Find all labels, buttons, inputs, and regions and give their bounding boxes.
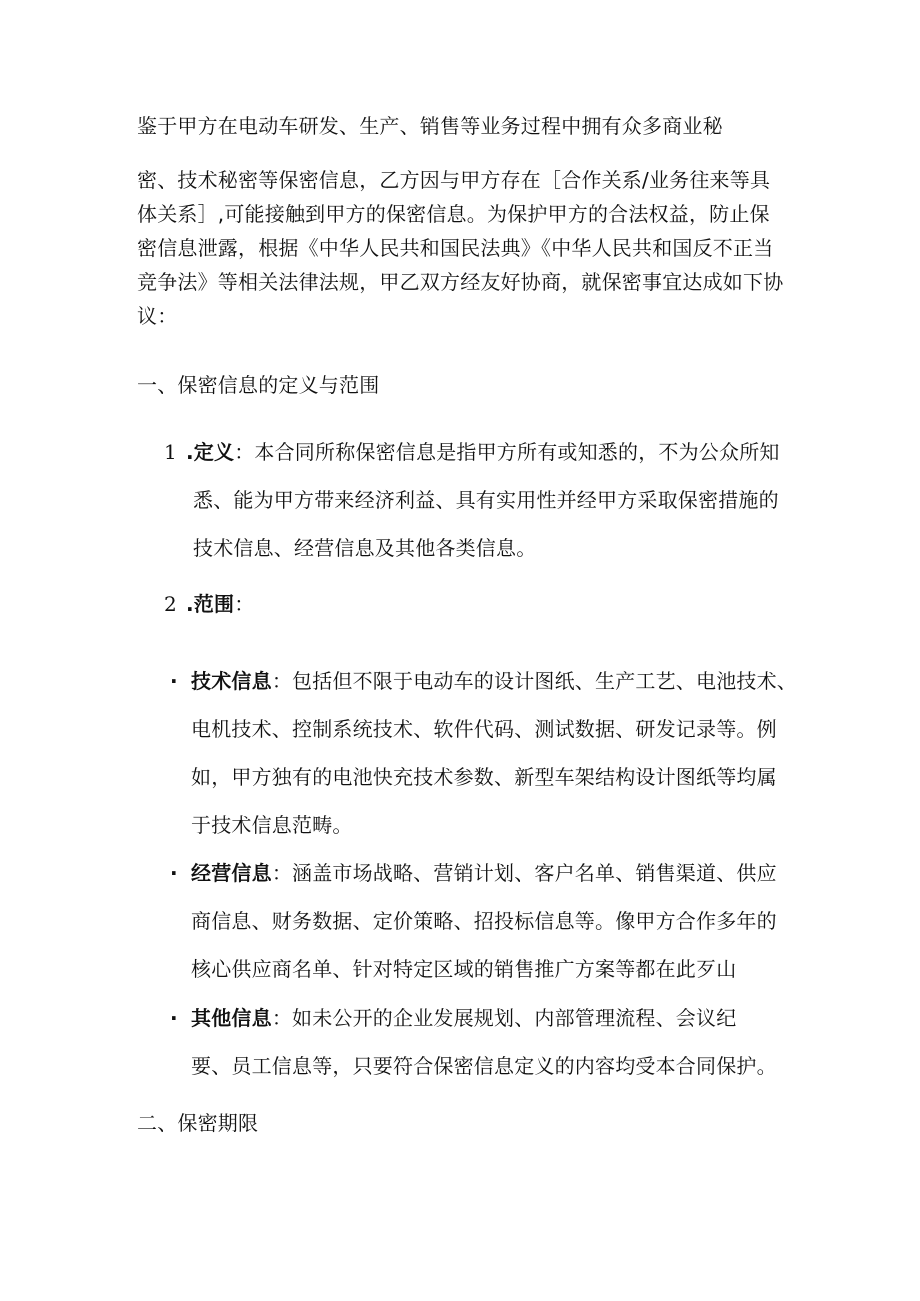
bullet-2-line-1: [191, 860, 777, 886]
bullet-2-label: 经营信息: [191, 861, 272, 885]
intro-line-2: 密、技术秘密等保密信息，乙方因与甲方存在［合作关系/业务往来等具: [137, 168, 771, 192]
bullet-2-text: ：涵盖市场战略、营销计划、客户名单、销售渠道、供应: [271, 861, 777, 885]
bullet-1-dot: ·: [170, 669, 178, 693]
intro-line-4: 密信息泄露，根据《中华人民共和国民法典》《中华人民共和国反不正当: [137, 236, 774, 260]
bullet-3-label: 其他信息: [191, 1006, 272, 1030]
item-1-line-3: 技术信息、经营信息及其他各类信息。: [193, 536, 537, 560]
item-1-line-2: 悉、能为甲方带来经济利益、具有实用性并经甲方采取保密措施的: [193, 488, 779, 512]
item-1-line-1: [186, 439, 780, 465]
bullet-3-text: ：如未公开的企业发展规划、内部管理流程、会议纪: [271, 1006, 737, 1030]
bullet-1-label: 技术信息: [191, 669, 272, 693]
item-2-text: ：: [234, 592, 255, 616]
bullet-3-line-2: 要、员工信息等，只要符合保密信息定义的内容均受本合同保护。: [191, 1054, 777, 1078]
bullet-1-line-3: 如，甲方独有的电池快充技术参数、新型车架结构设计图纸等均属: [191, 765, 777, 789]
item-2-number: 2: [164, 592, 177, 616]
intro-line-6: 议：: [137, 304, 178, 328]
intro-line-5: 竞争法》等相关法律法规，甲乙双方经友好协商，就保密事宜达成如下协: [137, 270, 784, 294]
bullet-1-text: ：包括但不限于电动车的设计图纸、生产工艺、电池技术、: [271, 669, 798, 693]
item-1-label: .定义: [186, 440, 235, 464]
intro-line-3: 体关系］,可能接触到甲方的保密信息。为保护甲方的合法权益，防止保: [137, 202, 770, 226]
item-2-line: [186, 591, 254, 617]
item-1-number: 1: [164, 440, 177, 464]
bullet-2-dot: ·: [170, 861, 178, 885]
bullet-2-line-3: 核心供应商名单、针对特定区域的销售推广方案等都在此歹山: [191, 957, 737, 981]
bullet-2-line-2: 商信息、财务数据、定价策略、招投标信息等。像甲方合作多年的: [191, 909, 777, 933]
section-2-heading: 二、保密期限: [137, 1111, 259, 1135]
bullet-1-line-4: 于技术信息范畴。: [191, 813, 353, 837]
bullet-3-dot: ·: [170, 1006, 178, 1030]
intro-line-1: 鉴于甲方在电动车研发、生产、销售等业务过程中拥有众多商业秘: [137, 114, 723, 138]
item-2-label: .范围: [186, 592, 235, 616]
section-1-heading: 一、保密信息的定义与范围: [137, 373, 380, 397]
bullet-1-line-1: [191, 668, 797, 694]
item-1-text: ：本合同所称保密信息是指甲方所有或知悉的，不为公众所知: [234, 440, 780, 464]
bullet-1-line-2: 电机技术、控制系统技术、软件代码、测试数据、研发记录等。例: [191, 717, 777, 741]
bullet-3-line-1: [191, 1005, 736, 1031]
